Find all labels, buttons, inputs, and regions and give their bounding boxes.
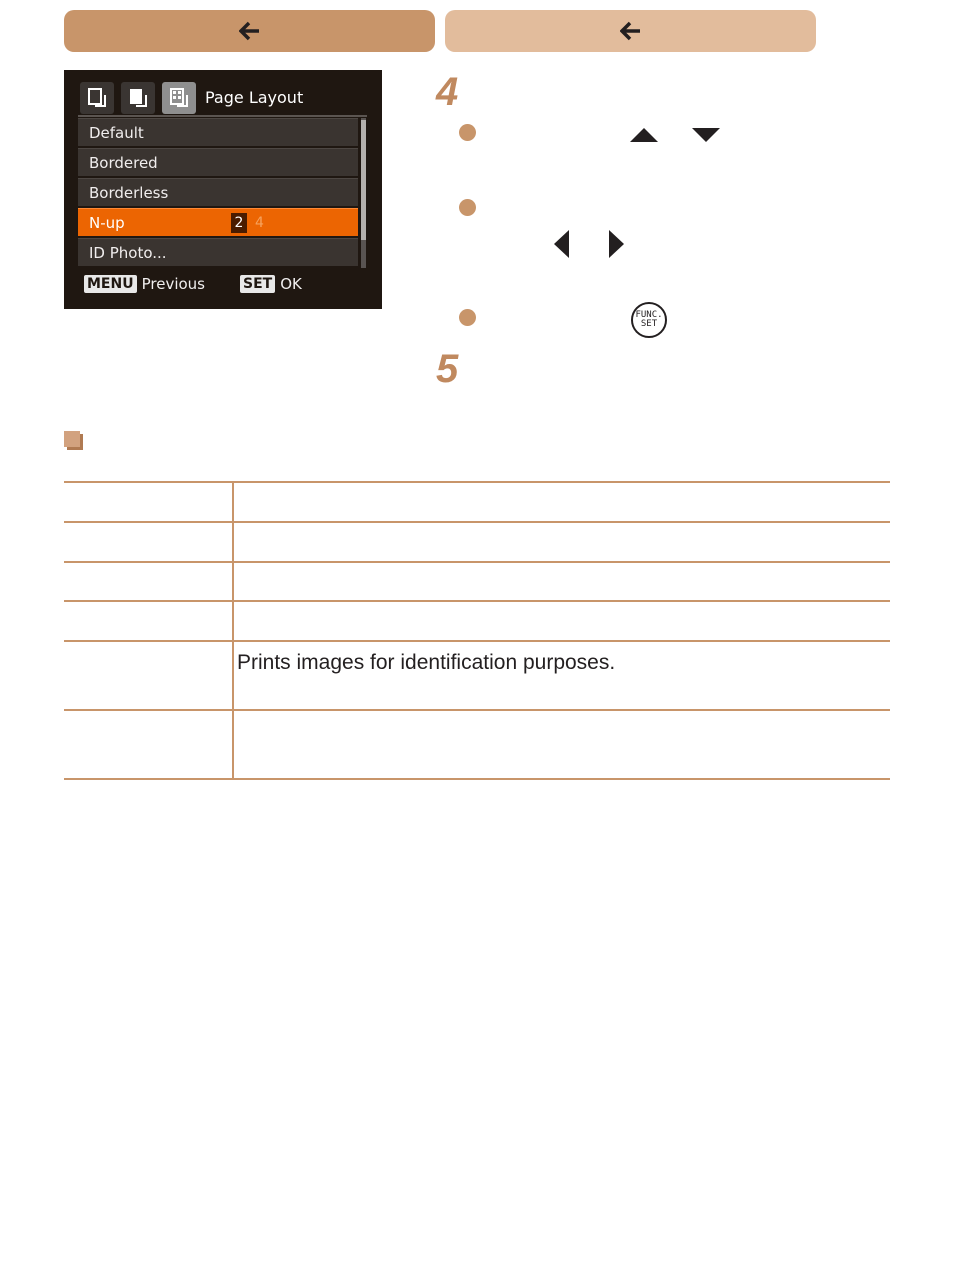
right-arrow-icon bbox=[609, 230, 624, 263]
n-up-option[interactable]: 4 bbox=[255, 215, 264, 231]
n-up-options bbox=[231, 213, 264, 233]
bullet-point bbox=[459, 124, 476, 141]
camera-screen bbox=[64, 70, 382, 309]
func-set-line2: SET bbox=[640, 319, 658, 329]
table-row bbox=[64, 521, 890, 561]
page-layout-icon[interactable] bbox=[162, 82, 196, 114]
down-arrow-icon bbox=[692, 128, 720, 147]
bullet-point bbox=[459, 309, 476, 326]
up-arrow-icon bbox=[630, 128, 658, 147]
menu-item-n-up[interactable] bbox=[78, 208, 358, 236]
table-row bbox=[64, 640, 890, 709]
menu-item-id-photo[interactable] bbox=[78, 238, 358, 266]
layout-menu bbox=[78, 118, 358, 268]
table-cell-label bbox=[64, 523, 232, 561]
camera-tab-bar bbox=[80, 82, 196, 116]
section-heading-marker bbox=[64, 431, 84, 451]
arrow-left-icon bbox=[620, 21, 642, 41]
n-up-option-selected[interactable]: 2 bbox=[231, 213, 247, 233]
menu-item-label: Borderless bbox=[89, 184, 169, 202]
table-row bbox=[64, 481, 890, 521]
menu-key-label: Previous bbox=[141, 275, 205, 293]
bullet-point bbox=[459, 199, 476, 216]
table-cell-description bbox=[237, 563, 890, 600]
menu-item-borderless[interactable] bbox=[78, 178, 358, 206]
func-set-line1: FUNC. bbox=[635, 310, 663, 320]
nav-back-tab[interactable] bbox=[64, 10, 435, 52]
scrollbar-thumb[interactable] bbox=[361, 120, 366, 240]
menu-item-label: Default bbox=[89, 124, 144, 142]
menu-item-bordered[interactable] bbox=[78, 148, 358, 176]
table-cell-label bbox=[64, 642, 232, 709]
left-arrow-icon bbox=[554, 230, 569, 263]
menu-item-default[interactable] bbox=[78, 118, 358, 146]
table-cell-label bbox=[64, 711, 232, 778]
func-set-button-icon bbox=[631, 302, 667, 338]
step-number: 5 bbox=[436, 347, 459, 391]
table-cell-description bbox=[237, 483, 890, 521]
nav-back-tab-secondary[interactable] bbox=[445, 10, 816, 52]
layout-options-table bbox=[64, 481, 890, 780]
table-cell-description bbox=[237, 711, 890, 778]
title-divider bbox=[78, 115, 367, 117]
table-cell-label bbox=[64, 483, 232, 521]
camera-footer bbox=[84, 275, 302, 293]
table-cell-description bbox=[237, 602, 890, 640]
table-cell-label bbox=[64, 602, 232, 640]
table-cell-label bbox=[64, 563, 232, 600]
table-row bbox=[64, 561, 890, 600]
set-key-label: OK bbox=[280, 275, 302, 293]
table-row bbox=[64, 709, 890, 780]
set-key-badge: SET bbox=[240, 275, 275, 293]
arrow-left-icon bbox=[239, 21, 261, 41]
step-number: 4 bbox=[436, 70, 459, 114]
camera-screen-title: Page Layout bbox=[205, 88, 304, 107]
menu-scrollbar[interactable] bbox=[361, 118, 366, 268]
paper-settings-icon[interactable] bbox=[121, 82, 155, 114]
print-settings-icon[interactable] bbox=[80, 82, 114, 114]
menu-item-label: N-up bbox=[89, 214, 125, 232]
menu-key-badge: MENU bbox=[84, 275, 137, 293]
table-cell-description: Prints images for identification purposes. bbox=[237, 651, 616, 674]
table-cell-description bbox=[237, 523, 890, 561]
table-row bbox=[64, 600, 890, 640]
menu-item-label: Bordered bbox=[89, 154, 158, 172]
menu-item-label: ID Photo... bbox=[89, 244, 167, 262]
